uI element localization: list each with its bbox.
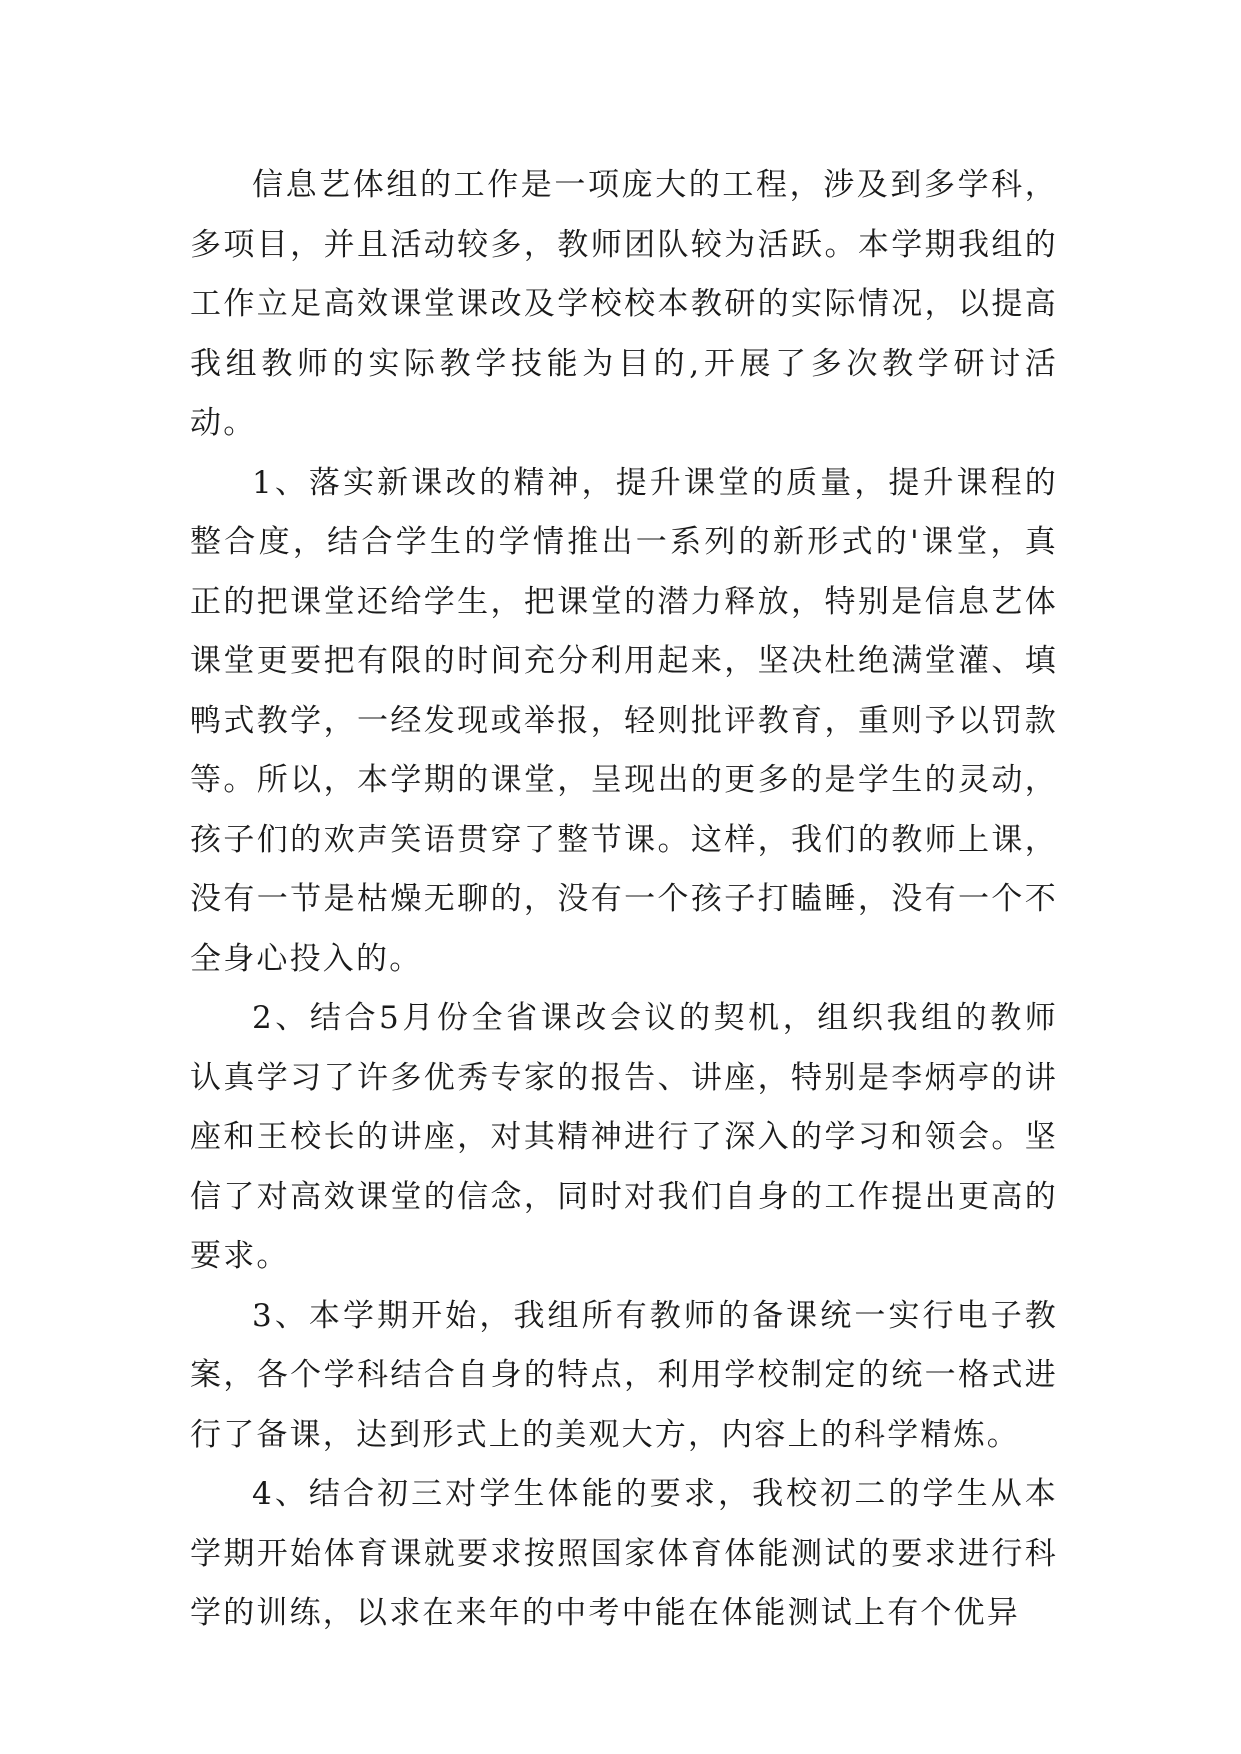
paragraph-intro: 信息艺体组的工作是一项庞大的工程，涉及到多学科，多项目，并且活动较多，教师团队较为活跃。本学期我组的工作立足高效课堂课改及学校校本教研的实际情况，以提高我组教师的实际教学技能为目的,开展了多次教学研讨活动。: [190, 167, 1058, 441]
document-body: [190, 156, 1058, 1644]
paragraph-item-3: 3、本学期开始，我组所有教师的备课统一实行电子教案，各个学科结合自身的特点，利用学校制定的统一格式进行了备课，达到形式上的美观大方，内容上的科学精炼。: [190, 1297, 1058, 1453]
paragraph-item-2: 2、结合5月份全省课改会议的契机，组织我组的教师认真学习了许多优秀专家的报告、讲座，特别是李炳亭的讲座和王校长的讲座，对其精神进行了深入的学习和领会。坚信了对高效课堂的信念，同时对我们自身的工作提出更高的要求。: [190, 1000, 1058, 1274]
paragraph-item-4: 4、结合初三对学生体能的要求，我校初二的学生从本学期开始体育课就要求按照国家体育体能测试的要求进行科学的训练，以求在来年的中考中能在体能测试上有个优异: [190, 1476, 1058, 1631]
paragraph-item-1: 1、落实新课改的精神，提升课堂的质量，提升课程的整合度，结合学生的学情推出一系列的新形式的'课堂，真正的把课堂还给学生，把课堂的潜力释放，特别是信息艺体课堂更要把有限的时间充分利用起来，坚决杜绝满堂灌、填鸭式教学，一经发现或举报，轻则批评教育，重则予以罚款等。所以，本学期的课堂，呈现出的更多的是学生的灵动，孩子们的欢声笑语贯穿了整节课。这样，我们的教师上课，没有一节是枯燥无聊的，没有一个孩子打瞌睡，没有一个不全身心投入的。: [190, 464, 1058, 977]
